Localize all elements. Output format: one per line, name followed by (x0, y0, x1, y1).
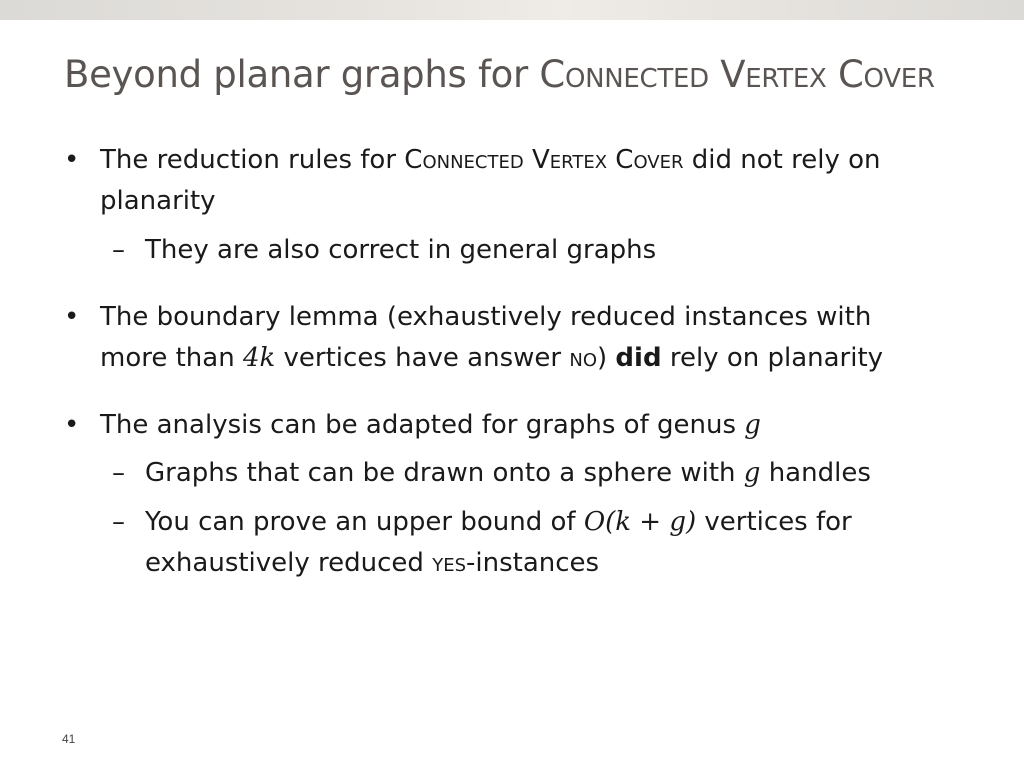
bullet-2-text-d: rely on planarity (661, 343, 884, 373)
bullet-1-text-b: did not rely on (683, 145, 881, 175)
bullet-3-sub-2-text-b: vertices for (696, 507, 852, 537)
bullet-3-sub-2-line-2 (145, 543, 935, 583)
bullet-3-sub-2-line2-b: -instances (466, 548, 600, 578)
bullet-3-sub-1-math-g: g (743, 458, 761, 488)
bullet-1-sub-1-text: They are also correct in general graphs (145, 235, 657, 265)
slide-title (64, 50, 935, 100)
bullet-3-sub-2-line2-a: exhaustively reduced (145, 548, 433, 578)
bullet-3-sub-2-yes-label: yes (432, 548, 466, 578)
bullet-1-line-2: planarity (100, 186, 216, 216)
bullet-2-no-label: no (569, 343, 597, 373)
bullet-2-line-2 (100, 338, 980, 378)
bullet-1-mark: • (64, 145, 80, 175)
title-prefix: Beyond planar graphs for (64, 53, 540, 96)
bullet-3-sub-1-text (145, 453, 935, 493)
bullet-3-math-g: g (744, 410, 761, 440)
bullet-3-sub-2-math-bound: O(k + g) (583, 507, 697, 537)
bullet-2-text-a: more than (100, 343, 243, 373)
bullet-3-sub-1-text-b: handles (760, 458, 871, 488)
bullet-2-math-4k: 4k (242, 343, 276, 373)
bullet-1-line-1 (100, 140, 980, 180)
page-number: 41 (62, 732, 76, 746)
bullet-3-line-1 (100, 405, 980, 445)
bullet-1-problem-name: Connected Vertex Cover (404, 145, 684, 175)
bullet-2-text-c: ) (597, 343, 616, 373)
bullet-3-mark: • (64, 410, 80, 440)
title-problem-name: Connected Vertex Cover (539, 53, 935, 96)
bullet-2-text-b: vertices have answer (275, 343, 570, 373)
header-band (0, 0, 1024, 20)
bullet-3-text-a: The analysis can be adapted for graphs of genus (100, 410, 745, 440)
bullet-3-sub-1-text-a: Graphs that can be drawn onto a sphere with (145, 458, 744, 488)
bullet-1-sub-1-mark: – (112, 235, 125, 265)
bullet-3-sub-2-mark: – (112, 507, 125, 537)
bullet-3-sub-1-mark: – (112, 458, 125, 488)
bullet-1-text-a: The reduction rules for (100, 145, 405, 175)
bullet-2-line-1: The boundary lemma (exhaustively reduced instances with (100, 302, 872, 332)
bullet-2-bold-did: did (615, 343, 662, 373)
bullet-3-sub-2-line-1 (145, 502, 935, 542)
bullet-2-mark: • (64, 302, 80, 332)
bullet-3-sub-2-text-a: You can prove an upper bound of (145, 507, 584, 537)
